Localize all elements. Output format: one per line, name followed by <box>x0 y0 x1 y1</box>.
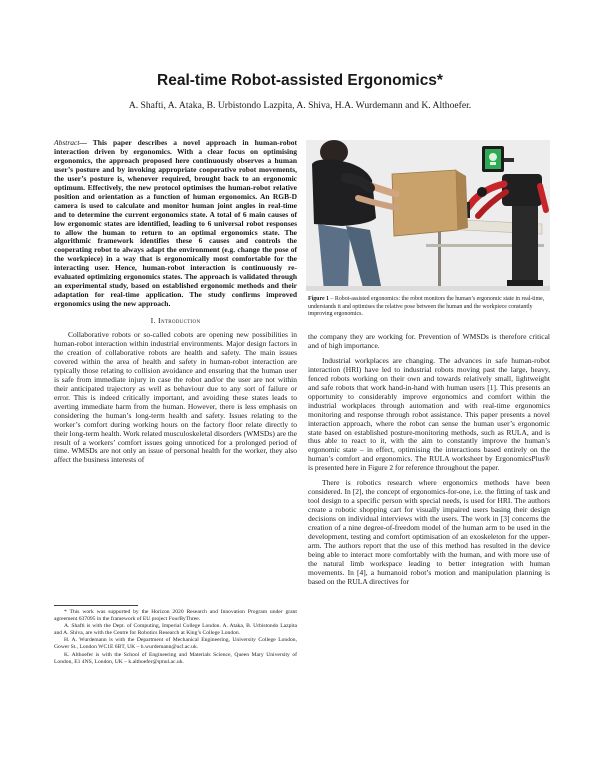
section-number: I. <box>150 316 159 326</box>
right-paragraph-continued: the company they are working for. Prevention of WMSDs is therefore critical and of high importance. <box>308 332 550 350</box>
right-column <box>308 333 550 587</box>
left-column <box>54 139 297 465</box>
section-heading-introduction <box>54 317 297 326</box>
section-name: Introduction <box>158 316 201 326</box>
robot-ergonomics-photo <box>306 140 550 291</box>
footnote-affiliation-1: A. Shafti is with the Dept. of Computing, Imperial College London. A. Ataka, B. Urbistondo Lazpita and A. Shiva, are with the Centre for Robotics Research at King’s College London. <box>54 623 297 637</box>
footnote-funding: * This work was supported by the Horizon 2020 Research and Innovation Program under grant agreement 637095 in the framework of EU project FourByThree. <box>54 609 297 623</box>
author-list: A. Shafti, A. Ataka, B. Urbistondo Lazpita, A. Shiva, H.A. Wurdemann and K. Althoefer. <box>128 100 472 111</box>
figure-label: Figure 1 <box>308 296 329 302</box>
right-paragraph-industrial: Industrial workplaces are changing. The advances in safe human-robot interaction (HRI) have led to industrial robots moving past the large, heavy, fenced robots working on their own and towards relatively small, lightweight and safe robots that work hand-in-hand with human users [1]. This presents an opportunity to considerably improve ergonomics and comfort within the industrial workplaces through automation and with real-time ergonomics monitoring and response through robot assistance. This paper presents a novel interaction approach, where the robot can sense the human user’s ergonomic state based on established posture-monitoring methods, such as RULA, and is thus able to react to it, with the aim to constantly improve the human’s ergonomic state – in effect, optimising the interactions based entirely on the human’s comfort and ergonomics. The RULA worksheet by ErgonomicsPlus® is presented here in Figure 2 for reference throughout the paper. <box>308 355 550 473</box>
footnote-rule <box>54 605 138 606</box>
abstract-lead: Abstract <box>54 138 80 147</box>
figure-caption-text: – Robot-assisted ergonomics: the robot monitors the human’s ergonomic state in real-time, understands it and optimises the relative pose between the human and the workpiece constantly improving ergonomics. <box>308 296 545 318</box>
abstract-body: — This paper describes a novel approach in human-robot interaction driven by ergonomics. With a clear focus on optimising ergonomics, the approach proposed here continuously observes a human user’s posture and by invoking appropriate cooperative robot movements, the user’s posture is, whenever required, brought back to an ergonomic optimum. Effectively, the new protocol optimises the human-robot relative position and orientation as a function of human ergonomics. An RGB-D camera is used to calculate and monitor human joint angles in real-time and to determine the current ergonomics state. A total of 6 main causes of low ergonomic states are identified, leading to 6 universal robot responses to allow the human to return to an optimal ergonomics state. The algorithmic framework identifies these 6 causes and controls the cooperating robot to always adapt the environment (e.g. change the pose of the workpiece) in a way that is ergonomically most comfortable for the interacting user. Hence, human-robot interaction is continuously re-evaluated optimizing ergonomics states. The approach is validated through an experimental study, based on established ergonomic methods and their adaptation for real-time application. The study confirms improved ergonomics using the new approach. <box>54 138 297 309</box>
right-paragraph-related-work: There is robotics research where ergonomics methods have been considered. In [2], the concept of ergonomics-for-one, i.e. the fitting of task and tool design to a specific person with special needs, is used for HRI. The authors create a robotic shopping cart for visually impaired users basing their design decisions on individual interviews with the users. The work in [3] concerns the creation of a nine degree-of-freedom model of the human arm to be used in the development, testing and comfort optimisation of an exoskeleton for the upper-arm. The authors report that the use of this method has resulted in the device being able to interact more comfortably with the human, and with more use of the natural limb workspace leading to better integration with human movements. In [4], a humanoid robot’s motion and manipulation planning is based on the RULA directives for <box>308 478 550 586</box>
abstract <box>54 139 297 309</box>
figure-1-caption <box>308 296 550 319</box>
intro-paragraph: Collaborative robots or so-called cobots are opening new possibilities in human-robot interaction within industrial environments. Major design factors in the creation of collaborative robots are health and safety. The main issues covered within the area of health and safety in human-robot interaction are typically those relating to collision avoidance and ensuring that the human user is safe from immediate injury in case the robot and/or the user are not within their anticipated trajectory as well as behaviour due to any sort of failure or error. This is indeed critically important, and avoiding these states leads to averting immediate harm from the human. However, there is less emphasis on considering the human’s long-term health and safety. Issues relating to the worker’s comfort during working hours on the factory floor relate directly to their long-term health. Work related musculoskeletal disorders (WMSDs) are the result of a workers’ comfort issues going unnoticed for a prolonged period of time. WMSDs are not only an issue of personal health for the worker, they also affect the business interests of <box>54 330 297 465</box>
footnote-affiliation-2: H. A. Wurdemann is with the Department of Mechanical Engineering, University College London, Gower St., London WC1E 6BT, UK – h.wurdemann@ucl.ac.uk. <box>54 637 297 651</box>
footnote-affiliation-3: K. Althoefer is with the School of Engineering and Materials Science, Queen Mary University of London, E1 4NS, London, UK – k.althoefer@qmul.ac.uk. <box>54 651 297 665</box>
figure-1-photo <box>306 140 550 291</box>
footnotes <box>54 605 297 666</box>
paper-title: Real-time Robot-assisted Ergonomics* <box>157 72 443 89</box>
